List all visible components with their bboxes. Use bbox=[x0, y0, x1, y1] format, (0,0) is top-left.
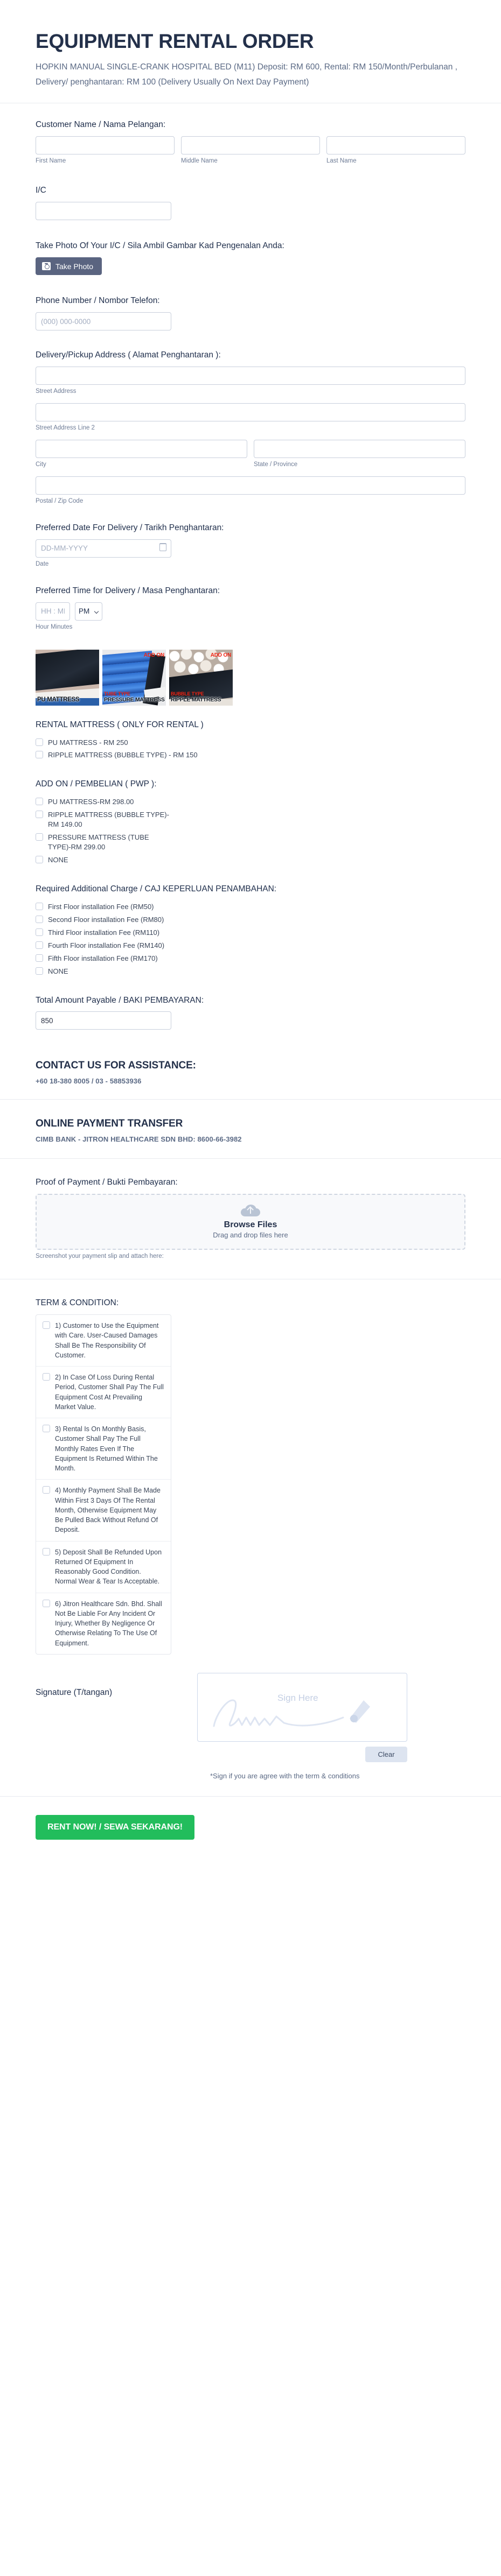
address-label: Delivery/Pickup Address ( Alamat Penghantaran ): bbox=[36, 350, 221, 360]
product-subcaption: BUBBLE TYPE bbox=[171, 691, 204, 696]
checkbox-box[interactable] bbox=[36, 954, 43, 962]
term-text: 1) Customer to Use the Equipment with Care. User-Caused Damages Shall Be The Responsibility Of Customer. bbox=[55, 1322, 159, 1359]
checkbox-box[interactable] bbox=[43, 1600, 50, 1607]
checkbox-box[interactable] bbox=[43, 1425, 50, 1432]
checkbox-box[interactable] bbox=[36, 856, 43, 863]
checkbox-box[interactable] bbox=[36, 833, 43, 841]
middle-name-col bbox=[181, 136, 320, 165]
signature-section bbox=[0, 1655, 501, 1780]
proof-field bbox=[36, 1159, 465, 1261]
camera-icon bbox=[42, 262, 51, 270]
checkbox-label: Fourth Floor installation Fee (RM140) bbox=[48, 941, 165, 949]
total-amount-input[interactable] bbox=[36, 1011, 171, 1030]
checkbox-row[interactable] bbox=[36, 913, 465, 926]
product-subcaption: TUBE TYPE bbox=[104, 691, 130, 696]
customer-name-section bbox=[0, 103, 501, 631]
term-item[interactable] bbox=[36, 1315, 171, 1367]
checkbox-label: Third Floor installation Fee (RM110) bbox=[48, 928, 160, 937]
checkbox-label: First Floor installation Fee (RM50) bbox=[48, 902, 154, 911]
checkbox-row[interactable] bbox=[36, 900, 465, 913]
checkbox-box[interactable] bbox=[36, 928, 43, 936]
checkbox-row[interactable] bbox=[36, 831, 170, 854]
state-input[interactable] bbox=[254, 440, 465, 458]
street-address-sublabel: Street Address bbox=[36, 388, 76, 395]
date-sublabel: Date bbox=[36, 560, 49, 567]
submit-section bbox=[0, 1797, 501, 1840]
contact-section bbox=[0, 1030, 501, 1099]
signature-hint: Sign Here bbox=[277, 1692, 318, 1703]
signature-label: Signature (T/tangan) bbox=[36, 1687, 113, 1697]
ic-label: I/C bbox=[36, 186, 46, 195]
page-title: EQUIPMENT RENTAL ORDER bbox=[36, 30, 314, 52]
checkbox-box[interactable] bbox=[36, 916, 43, 923]
form-header bbox=[0, 0, 501, 103]
product-image-gallery bbox=[0, 631, 501, 706]
browse-files-label[interactable]: Browse Files bbox=[224, 1220, 277, 1230]
calendar-icon[interactable] bbox=[159, 544, 166, 551]
terms-section bbox=[0, 1279, 501, 1655]
add-on-group bbox=[36, 762, 465, 867]
term-text: 4) Monthly Payment Shall Be Made Within First 3 Days Of The Rental Month, Otherwise Equipment May Be Pulled Back Without Refund Of Deposit. bbox=[55, 1487, 161, 1534]
take-photo-label: Take Photo bbox=[55, 262, 94, 271]
signature-placeholder-scribble bbox=[208, 1692, 397, 1733]
term-text: 3) Rental Is On Monthly Basis, Customer Shall Pay The Full Monthly Rates Even If The Equipment Is Returned Within The Month. bbox=[55, 1425, 158, 1473]
customer-name-field bbox=[36, 103, 465, 165]
product-caption: PRESSURE MATTRESS bbox=[104, 696, 165, 703]
checkbox-box[interactable] bbox=[36, 751, 43, 758]
checkbox-row[interactable] bbox=[36, 736, 465, 749]
checkbox-row[interactable] bbox=[36, 749, 465, 762]
additional-charge-group bbox=[36, 867, 465, 978]
total-amount-field bbox=[36, 978, 465, 1030]
take-photo-button[interactable] bbox=[36, 257, 102, 275]
additional-charge-title: Required Additional Charge / CAJ KEPERLUAN PENAMBAHAN: bbox=[36, 884, 277, 893]
checkbox-row[interactable] bbox=[36, 796, 465, 808]
submit-button[interactable]: RENT NOW! / SEWA SEKARANG! bbox=[36, 1815, 194, 1840]
payment-section bbox=[0, 1100, 501, 1158]
date-input-wrap bbox=[36, 539, 171, 558]
checkbox-box[interactable] bbox=[43, 1373, 50, 1381]
rental-mattress-section bbox=[0, 706, 501, 1030]
street-address-2-input[interactable] bbox=[36, 403, 465, 421]
time-sublabel: Hour Minutes bbox=[36, 623, 73, 630]
ic-field bbox=[36, 165, 465, 220]
city-col bbox=[36, 440, 247, 469]
terms-list bbox=[36, 1314, 171, 1655]
phone-field bbox=[36, 275, 465, 330]
last-name-sublabel: Last Name bbox=[326, 157, 357, 164]
checkbox-box[interactable] bbox=[36, 798, 43, 805]
add-on-title: ADD ON / PEMBELIAN ( PWP ): bbox=[36, 779, 157, 789]
street-address-2-sublabel: Street Address Line 2 bbox=[36, 425, 95, 432]
checkbox-label: NONE bbox=[48, 967, 68, 975]
last-name-col bbox=[326, 136, 465, 165]
rental-mattress-title: RENTAL MATTRESS ( ONLY FOR RENTAL ) bbox=[36, 720, 204, 729]
proof-label: Proof of Payment / Bukti Pembayaran: bbox=[36, 1178, 178, 1187]
checkbox-row[interactable] bbox=[36, 808, 170, 831]
term-item[interactable] bbox=[36, 1542, 171, 1593]
terms-group bbox=[36, 1279, 465, 1655]
last-name-input[interactable] bbox=[326, 136, 465, 154]
file-dropzone[interactable] bbox=[36, 1194, 465, 1250]
checkbox-row[interactable] bbox=[36, 926, 465, 939]
cloud-upload-icon bbox=[241, 1205, 260, 1216]
preferred-date-field bbox=[36, 505, 465, 568]
name-inputs-row bbox=[36, 136, 465, 165]
checkbox-box[interactable] bbox=[36, 811, 43, 818]
preferred-date-label: Preferred Date For Delivery / Tarikh Penghantaran: bbox=[36, 523, 224, 532]
term-item[interactable] bbox=[36, 1367, 171, 1418]
term-item[interactable] bbox=[36, 1593, 171, 1654]
proof-sublabel: Screenshot your payment slip and attach here: bbox=[36, 1253, 164, 1260]
city-input[interactable] bbox=[36, 440, 247, 458]
middle-name-input[interactable] bbox=[181, 136, 320, 154]
term-item[interactable] bbox=[36, 1418, 171, 1480]
postal-code-sublabel: Postal / Zip Code bbox=[36, 497, 84, 504]
term-text: 6) Jitron Healthcare Sdn. Bhd. Shall Not Be Liable For Any Incident Or Injury, Whether By Negligence Or Otherwise Relating To The Use Of Equipment. bbox=[55, 1600, 162, 1647]
checkbox-label: NONE bbox=[48, 856, 68, 864]
state-col bbox=[254, 440, 465, 469]
payment-detail: CIMB BANK - JITRON HEALTHCARE SDN BHD: 8600-66-3982 bbox=[36, 1135, 242, 1144]
contact-detail: +60 18-380 8005 / 03 - 58853936 bbox=[36, 1077, 142, 1086]
product-image-ripple-mattress bbox=[169, 650, 233, 706]
contact-heading: CONTACT US FOR ASSISTANCE: bbox=[36, 1060, 196, 1072]
ic-photo-label: Take Photo Of Your I/C / Sila Ambil Gambar Kad Pengenalan Anda: bbox=[36, 241, 284, 251]
phone-label: Phone Number / Nombor Telefon: bbox=[36, 296, 160, 306]
checkbox-label: Fifth Floor installation Fee (RM170) bbox=[48, 954, 158, 962]
signature-pad[interactable] bbox=[197, 1673, 407, 1742]
payment-heading: ONLINE PAYMENT TRANSFER bbox=[36, 1118, 183, 1130]
form-description: HOPKIN MANUAL SINGLE-CRANK HOSPITAL BED (M11) Deposit: RM 600, Rental: RM 150/Month/Perbulanan , Delivery/ penghantaran: RM 100 (Delivery Usually On Next Day Payment) bbox=[36, 62, 458, 87]
product-caption: RIPPLE MATTRESS bbox=[171, 696, 221, 703]
street-address-input[interactable] bbox=[36, 367, 465, 385]
city-state-row bbox=[36, 440, 465, 469]
first-name-sublabel: First Name bbox=[36, 157, 66, 164]
checkbox-box[interactable] bbox=[36, 941, 43, 949]
checkbox-box[interactable] bbox=[43, 1548, 50, 1556]
first-name-input[interactable] bbox=[36, 136, 175, 154]
term-item[interactable] bbox=[36, 1480, 171, 1541]
postal-code-input[interactable] bbox=[36, 476, 465, 495]
checkbox-box[interactable] bbox=[43, 1486, 50, 1494]
term-text: 5) Deposit Shall Be Refunded Upon Returned Of Equipment In Reasonably Good Condition. Normal Wear & Tear Is Acceptable. bbox=[55, 1548, 162, 1586]
checkbox-label: RIPPLE MATTRESS (BUBBLE TYPE) - RM 150 bbox=[48, 751, 198, 759]
rental-mattress-group bbox=[36, 706, 465, 762]
preferred-date-input[interactable] bbox=[36, 539, 171, 558]
clear-signature-button[interactable]: Clear bbox=[365, 1747, 407, 1762]
state-sublabel: State / Province bbox=[254, 461, 298, 468]
signature-note: *Sign if you are agree with the term & conditions bbox=[210, 1771, 360, 1780]
checkbox-box[interactable] bbox=[36, 967, 43, 975]
product-image-pu-mattress bbox=[36, 650, 99, 706]
drag-drop-label: Drag and drop files here bbox=[213, 1231, 288, 1240]
ampm-select[interactable] bbox=[75, 602, 102, 621]
preferred-time-field bbox=[36, 568, 465, 631]
phone-input[interactable] bbox=[36, 312, 171, 330]
product-image-pressure-mattress bbox=[102, 650, 166, 706]
preferred-time-input[interactable] bbox=[36, 602, 70, 621]
first-name-col bbox=[36, 136, 175, 165]
checkbox-row[interactable] bbox=[36, 952, 465, 965]
address-field bbox=[36, 330, 465, 505]
total-amount-label: Total Amount Payable / BAKI PEMBAYARAN: bbox=[36, 995, 204, 1005]
checkbox-row[interactable] bbox=[36, 965, 465, 978]
middle-name-sublabel: Middle Name bbox=[181, 157, 218, 164]
checkbox-label: PU MATTRESS - RM 250 bbox=[48, 738, 128, 747]
checkbox-label: PU MATTRESS-RM 298.00 bbox=[48, 798, 134, 806]
ic-input[interactable] bbox=[36, 202, 171, 220]
checkbox-box[interactable] bbox=[43, 1321, 50, 1329]
checkbox-label: PRESSURE MATTRESS (TUBE TYPE)-RM 299.00 bbox=[48, 833, 149, 851]
add-on-badge: ADD ON bbox=[210, 652, 231, 658]
terms-title: TERM & CONDITION: bbox=[36, 1298, 119, 1308]
time-input-row bbox=[36, 602, 465, 621]
ampm-select-wrap bbox=[75, 602, 102, 621]
checkbox-box[interactable] bbox=[36, 738, 43, 746]
proof-of-payment-section bbox=[0, 1159, 501, 1261]
customer-name-label: Customer Name / Nama Pelangan: bbox=[36, 119, 166, 129]
add-on-badge: ADD ON bbox=[143, 652, 164, 658]
term-text: 2) In Case Of Loss During Rental Period, Customer Shall Pay The Full Equipment Cost At Prevailing Market Value. bbox=[55, 1374, 164, 1411]
preferred-time-label: Preferred Time for Delivery / Masa Penghantaran: bbox=[36, 586, 220, 595]
signature-right bbox=[197, 1673, 465, 1780]
pen-nib-icon bbox=[350, 1700, 370, 1723]
city-sublabel: City bbox=[36, 461, 46, 468]
checkbox-label: Second Floor installation Fee (RM80) bbox=[48, 915, 164, 924]
checkbox-row[interactable] bbox=[36, 854, 465, 867]
product-caption: PU MATTRESS bbox=[37, 696, 80, 703]
checkbox-row[interactable] bbox=[36, 939, 465, 952]
checkbox-label: RIPPLE MATTRESS (BUBBLE TYPE)-RM 149.00 bbox=[48, 811, 169, 829]
ic-photo-field bbox=[36, 220, 465, 275]
checkbox-box[interactable] bbox=[36, 903, 43, 910]
